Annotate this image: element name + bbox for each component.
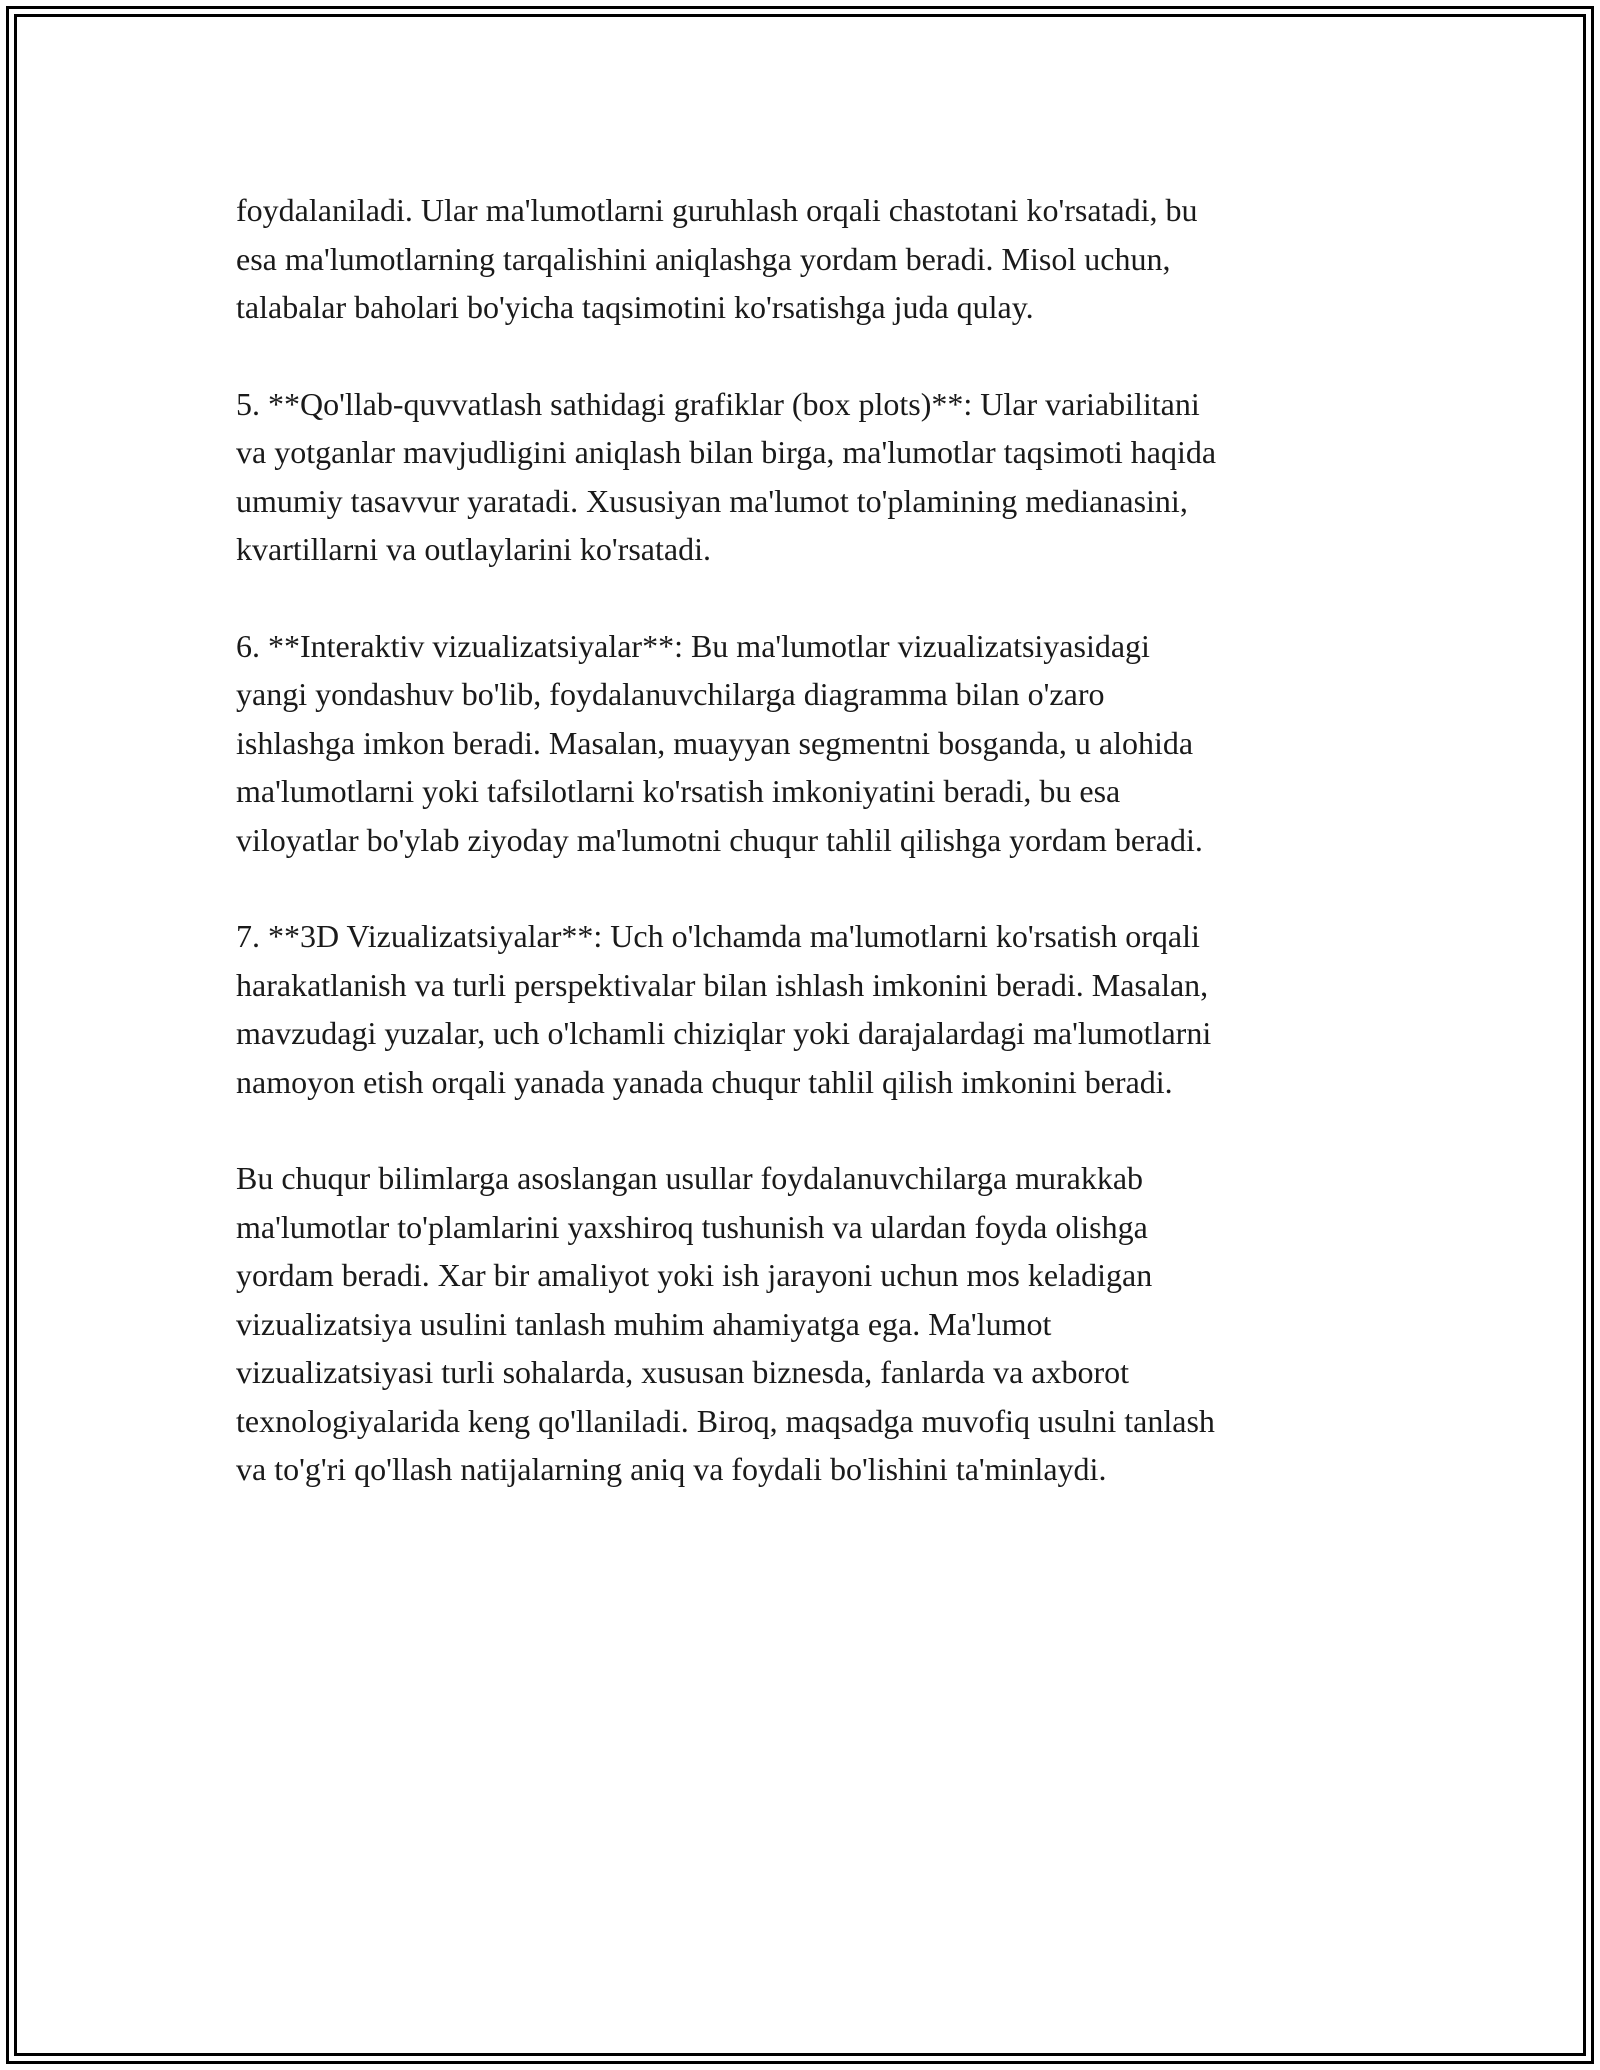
text-line: harakatlanish va turli perspektivalar bilan ishlash imkonini beradi. Masalan, xyxy=(236,966,1209,1003)
text-line: Bu chuqur bilimlarga asoslangan usullar foydalanuvchilarga murakkab xyxy=(236,1160,1144,1196)
text-line: yangi yondashuv bo'lib, foydalanuvchilarga diagramma bilan o'zaro xyxy=(236,676,1105,712)
text-line: vizualizatsiya usulini tanlash muhim ahamiyatga ega. Ma'lumot xyxy=(236,1305,1052,1342)
text-line: va to'g'ri qo'llash natijalarning aniq va foydali bo'lishini ta'minlaydi. xyxy=(236,1451,1107,1487)
text-line: namoyon etish orqali yanada yanada chuqur tahlil qilish imkonini beradi. xyxy=(236,1063,1173,1100)
text-line: talabalar baholari bo'yicha taqsimotini ko'rsatishga juda qulay. xyxy=(236,289,1034,325)
text-line: ishlashga imkon beradi. Masalan, muayyan segmentni bosganda, u alohida xyxy=(236,724,1194,761)
text-line: vizualizatsiyasi turli sohalarda, xususan biznesda, fanlarda va axborot xyxy=(236,1354,1130,1390)
paragraph-histogram-continuation xyxy=(236,186,1386,332)
text-line: yordam beradi. Xar bir amaliyot yoki ish jarayoni uchun mos keladigan xyxy=(236,1257,1153,1293)
text-line: ma'lumotlar to'plamlarini yaxshiroq tushunish va ulardan foyda olishga xyxy=(236,1208,1148,1245)
text-line: viloyatlar bo'ylab ziyoday ma'lumotni chuqur tahlil qilishga yordam beradi. xyxy=(236,821,1203,858)
text-line: 7. **3D Vizualizatsiyalar**: Uch o'lchamda ma'lumotlarni ko'rsatish orqali xyxy=(236,918,1200,954)
paragraph-item-5-box-plots xyxy=(236,380,1386,574)
text-line: 6. **Interaktiv vizualizatsiyalar**: Bu ma'lumotlar vizualizatsiyasidagi xyxy=(236,627,1150,664)
paragraph-item-6-interactive xyxy=(236,622,1386,865)
text-line: ma'lumotlarni yoki tafsilotlarni ko'rsatish imkoniyatini beradi, bu esa xyxy=(236,773,1121,809)
text-line: 5. **Qo'llab-quvvatlash sathidagi grafiklar (box plots)**: Ular variabilitani xyxy=(236,385,1200,422)
text-line: mavzudagi yuzalar, uch o'lchamli chiziqlar yoki darajalardagi ma'lumotlarni xyxy=(236,1015,1212,1051)
text-line: umumiy tasavvur yaratadi. Xususiyan ma'lumot to'plamining medianasini, xyxy=(236,482,1188,519)
text-line: esa ma'lumotlarning tarqalishini aniqlashga yordam beradi. Misol uchun, xyxy=(236,240,1171,277)
paragraph-conclusion xyxy=(236,1154,1386,1494)
text-line: texnologiyalarida keng qo'llaniladi. Biroq, maqsadga muvofiq usulni tanlash xyxy=(236,1402,1215,1439)
text-line: foydalaniladi. Ular ma'lumotlarni guruhlash orqali chastotani ko'rsatadi, bu xyxy=(236,192,1198,228)
text-line: kvartillarni va outlaylarini ko'rsatadi. xyxy=(236,531,711,567)
text-line: va yotganlar mavjudligini aniqlash bilan birga, ma'lumotlar taqsimoti haqida xyxy=(236,434,1217,470)
document-body xyxy=(236,186,1386,1542)
paragraph-item-7-3d xyxy=(236,912,1386,1106)
